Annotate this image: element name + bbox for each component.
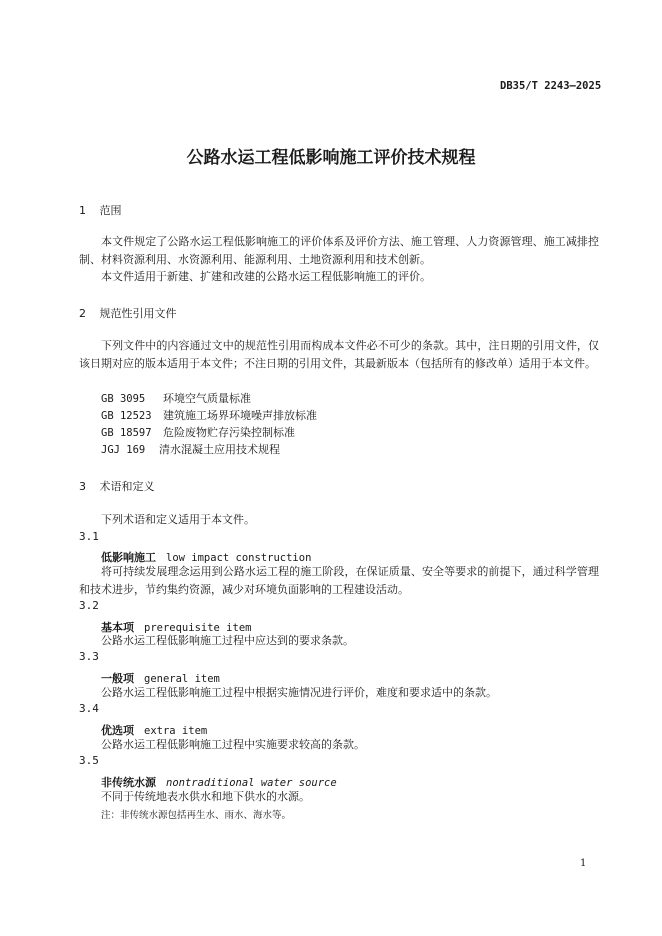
term-english: nontraditional water source	[166, 777, 337, 789]
term-definition: 公路水运工程低影响施工过程中应达到的要求条款。	[101, 634, 354, 647]
reference-item	[101, 441, 280, 459]
term-chinese: 一般项	[101, 672, 134, 685]
term-number: 3.1	[79, 530, 99, 543]
term-number: 3.2	[79, 599, 99, 612]
term-chinese: 低影响施工	[101, 551, 156, 564]
section-number: 1	[79, 204, 86, 217]
reference-name: 建筑施工场界环境噪声排放标准	[163, 409, 317, 422]
section-title: 术语和定义	[99, 480, 155, 493]
term-chinese: 基本项	[101, 621, 134, 634]
term-chinese: 非传统水源	[101, 776, 156, 789]
section-2-heading	[79, 305, 177, 321]
term-english: low impact construction	[166, 552, 312, 564]
section-number: 2	[79, 307, 86, 320]
section-2-paragraph: 下列文件中的内容通过文中的规范性引用而构成本文件必不可少的条款。其中，注日期的引用文件，仅该日期对应的版本适用于本文件；不注日期的引用文件，其最新版本（包括所有的修改单）适用于本文件。	[79, 339, 599, 370]
term-note: 注：非传统水源包括再生水、雨水、海水等。	[101, 810, 292, 821]
section-1-paragraph-2: 本文件适用于新建、扩建和改建的公路水运工程低影响施工的评价。	[101, 270, 431, 283]
section-1-paragraph-1: 本文件规定了公路水运工程低影响施工的评价体系及评价方法、施工管理、人力资源管理、施工减排控制、材料资源利用、水资源利用、能源利用、土地资源利用和技术创新。	[79, 235, 599, 266]
section-title: 规范性引用文件	[99, 307, 177, 320]
reference-code: GB 3095	[101, 393, 146, 405]
term-definition: 不同于传统地表水供水和地下供水的水源。	[101, 790, 310, 803]
term-definition: 公路水运工程低影响施工过程中实施要求较高的条款。	[101, 738, 365, 751]
section-title: 范围	[99, 204, 122, 217]
page-number: 1	[580, 858, 587, 869]
section-1-heading	[79, 202, 122, 218]
reference-name: 危险废物贮存污染控制标准	[163, 426, 295, 439]
term-number: 3.5	[79, 754, 99, 767]
term-english: prerequisite item	[144, 622, 252, 634]
reference-code: GB 18597	[101, 427, 152, 439]
page-title: 公路水运工程低影响施工评价技术规程	[186, 148, 476, 168]
section-3-heading	[79, 478, 155, 494]
section-3-intro: 下列术语和定义适用于本文件。	[101, 513, 255, 526]
term-english: extra item	[144, 725, 208, 737]
section-number: 3	[79, 480, 86, 493]
reference-name: 清水混凝土应用技术规程	[159, 443, 280, 456]
term-definition: 将可持续发展理念运用到公路水运工程的施工阶段，在保证质量、安全等要求的前提下，通过科学管理和技术进步，节约集约资源，减少对环境负面影响的工程建设活动。	[79, 565, 599, 596]
document-code: DB35/T 2243—2025	[500, 80, 602, 92]
reference-item	[101, 424, 295, 442]
term-english: general item	[144, 673, 220, 685]
term-chinese: 优选项	[101, 724, 134, 737]
term-definition: 公路水运工程低影响施工过程中根据实施情况进行评价，难度和要求适中的条款。	[101, 686, 497, 699]
reference-name: 环境空气质量标准	[163, 392, 251, 405]
term-number: 3.4	[79, 702, 99, 715]
reference-code: JGJ 169	[101, 444, 146, 456]
term-number: 3.3	[79, 650, 99, 663]
reference-code: GB 12523	[101, 410, 152, 422]
reference-item	[101, 407, 317, 425]
reference-item	[101, 390, 251, 408]
